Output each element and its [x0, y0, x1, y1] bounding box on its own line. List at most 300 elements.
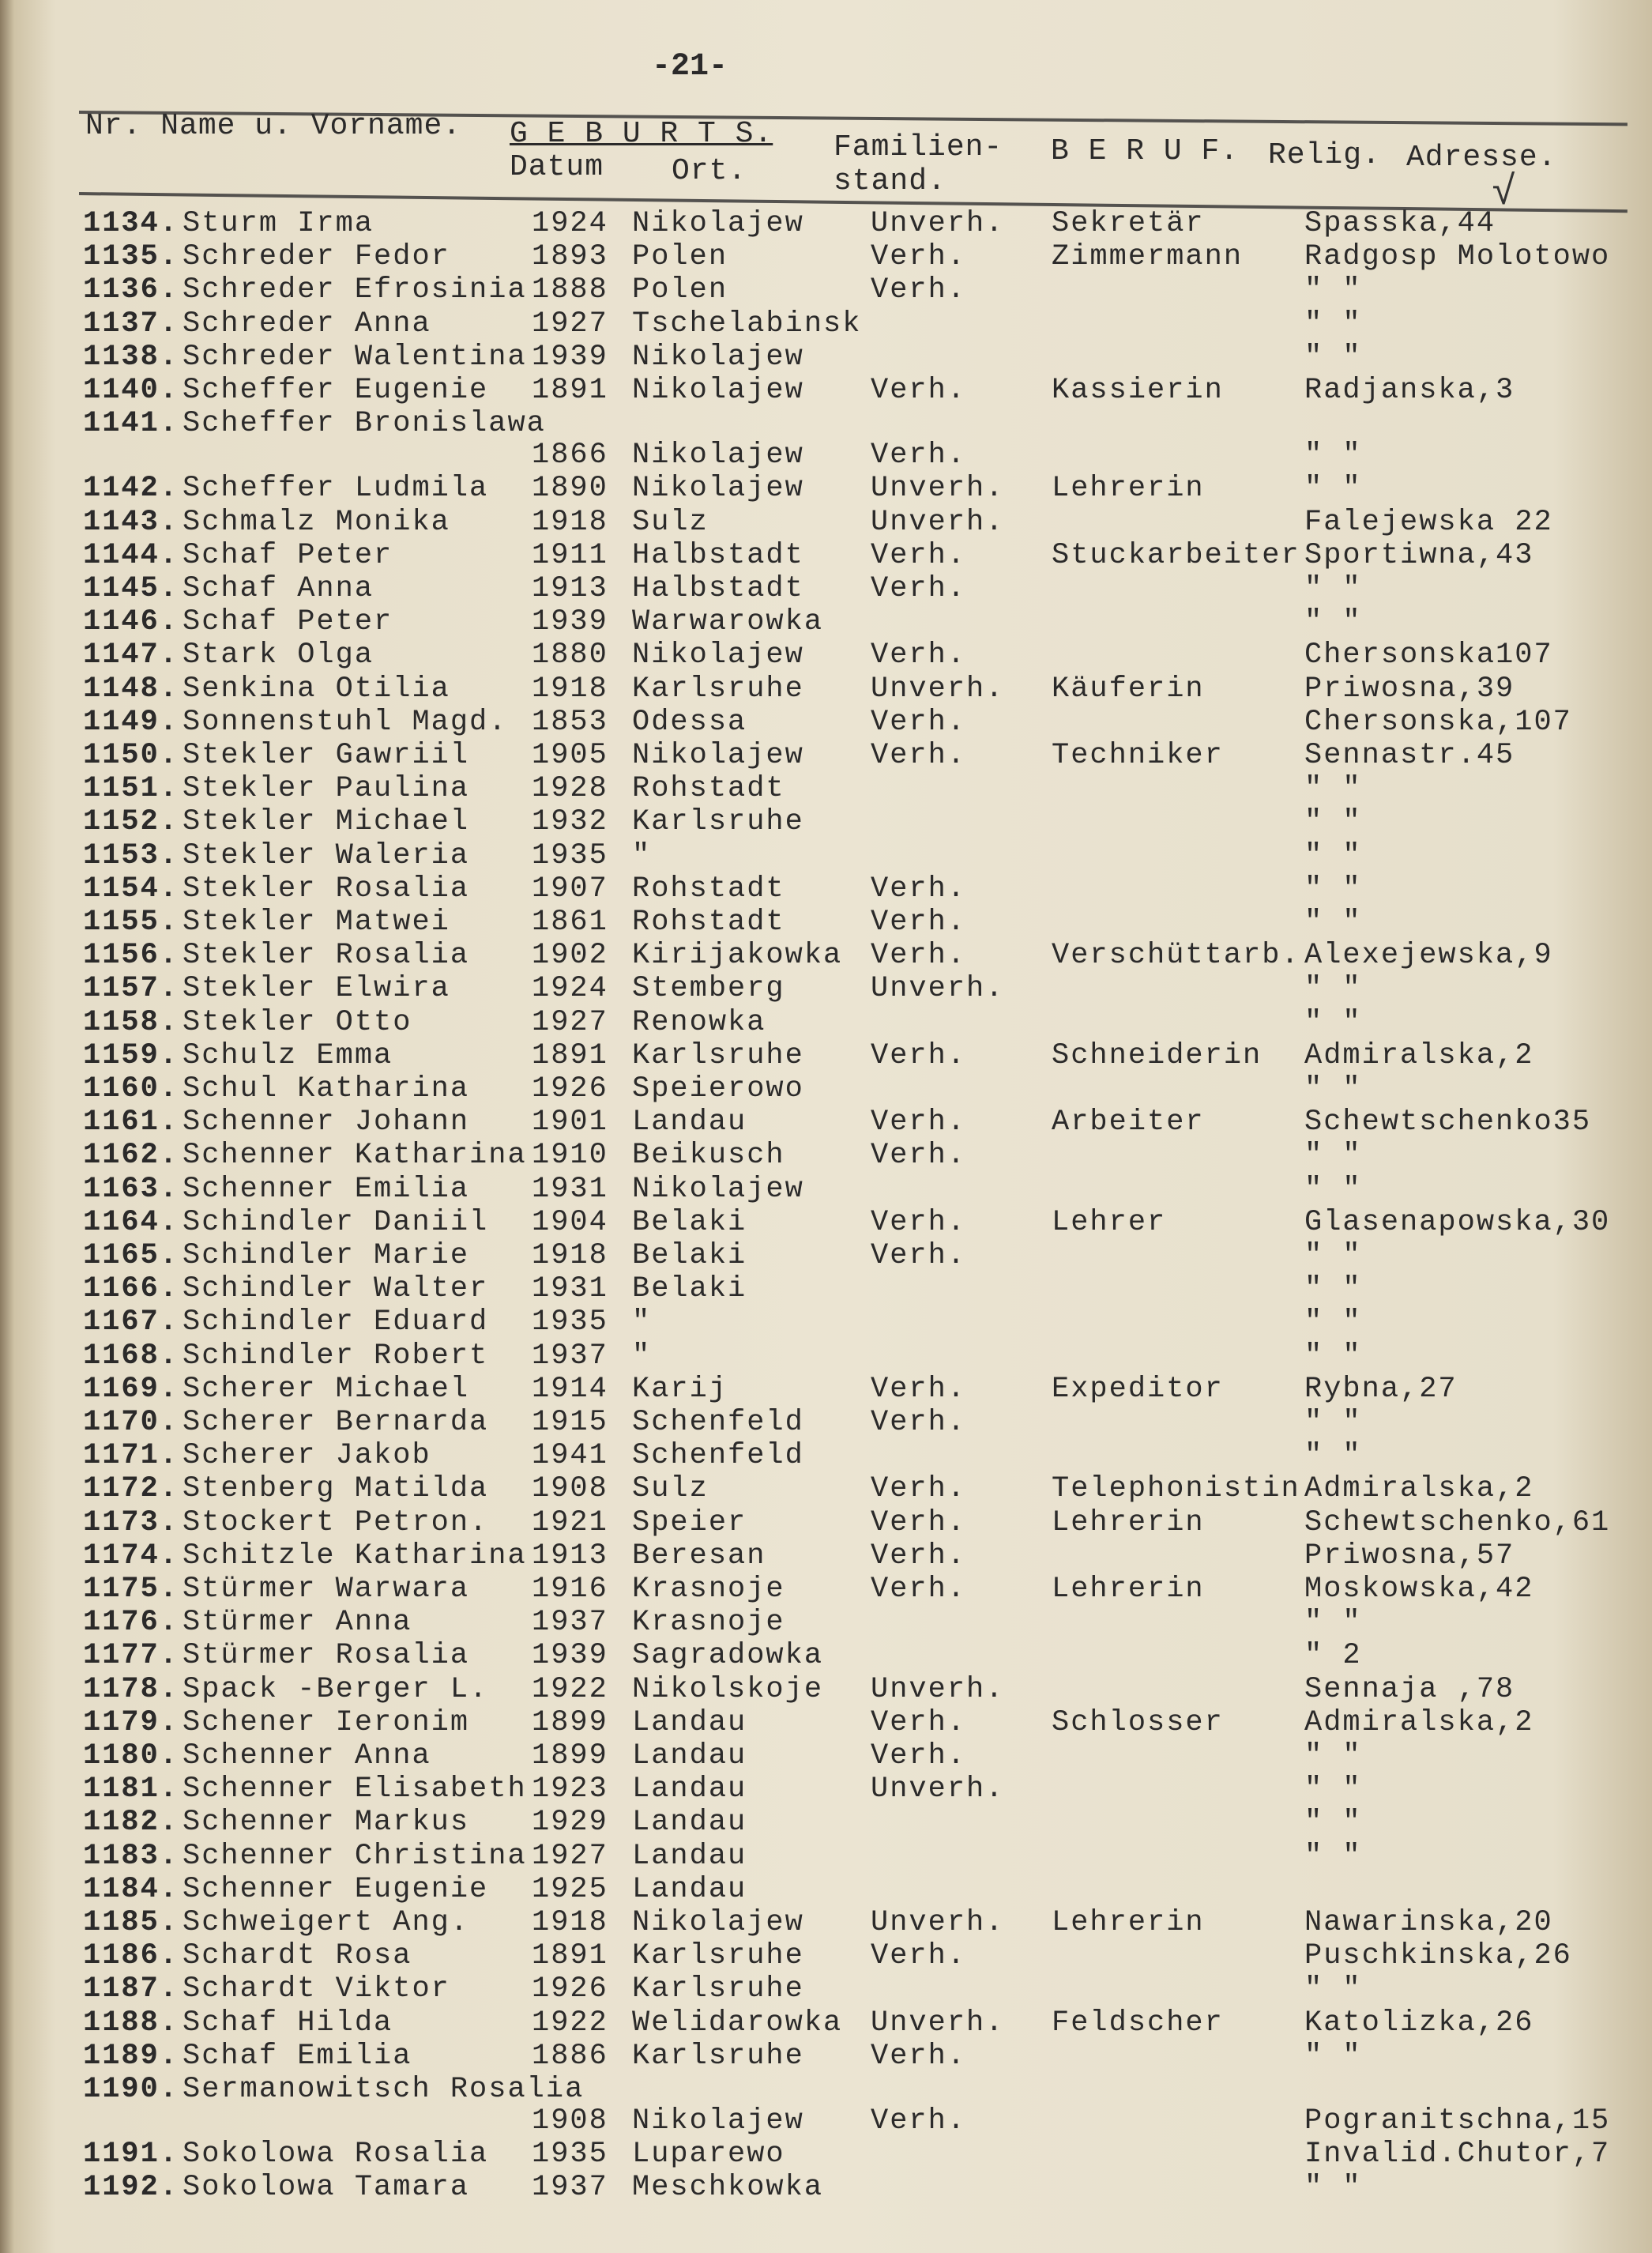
- entry-name: Sermanowitsch Rosalia: [183, 2073, 585, 2106]
- address: " ": [1304, 273, 1362, 307]
- birth-place: Landau: [632, 1872, 747, 1906]
- marital-status: Verh.: [871, 1139, 967, 1173]
- entry-name: Schmalz Monika: [183, 505, 450, 539]
- occupation: Lehrerin: [1052, 1573, 1205, 1606]
- marital-status: Unverh.: [871, 1672, 1005, 1706]
- marital-status: Verh.: [871, 872, 967, 906]
- entry-name: Schindler Walter: [183, 1272, 489, 1306]
- marital-status: Verh.: [871, 2104, 967, 2138]
- entry-name: Schul Katharina: [183, 1072, 470, 1106]
- table-row: [0, 1339, 1652, 1373]
- marital-status: Verh.: [871, 538, 967, 572]
- address: Chersonska107: [1304, 639, 1553, 673]
- address: Priwosna,39: [1304, 672, 1515, 706]
- birth-place: Schenfeld: [632, 1406, 804, 1439]
- occupation: Lehrerin: [1052, 1505, 1205, 1539]
- table-row: [0, 1472, 1652, 1506]
- birth-date: 1905: [532, 739, 608, 772]
- birth-date: 1902: [532, 939, 608, 973]
- marital-status: Verh.: [871, 1472, 967, 1506]
- marital-status: Verh.: [871, 374, 967, 407]
- entry-name: Stekler Rosalia: [183, 872, 470, 906]
- entry-number: 1158.: [83, 1005, 179, 1039]
- address: Alexejewska,9: [1304, 939, 1553, 973]
- entry-name: Schenner Eugenie: [183, 1872, 489, 1906]
- entry-number: 1170.: [83, 1406, 179, 1439]
- entry-name: Scheffer Ludmila: [183, 472, 489, 506]
- entry-number: 1154.: [83, 872, 179, 906]
- entry-number: 1149.: [83, 705, 179, 739]
- entry-number: 1178.: [83, 1672, 179, 1706]
- entry-number: 1183.: [83, 1839, 179, 1873]
- entry-name: Schener Ieronim: [183, 1705, 470, 1739]
- table-row: [0, 1406, 1652, 1440]
- marital-status: Verh.: [871, 1406, 967, 1439]
- birth-place: Renowka: [632, 1005, 766, 1039]
- address: " ": [1304, 2171, 1362, 2205]
- entry-number: 1142.: [83, 472, 179, 506]
- table-row: [0, 1439, 1652, 1473]
- marital-status: Verh.: [871, 1705, 967, 1739]
- birth-place: Odessa: [632, 705, 747, 739]
- entry-name: Schenner Markus: [183, 1806, 470, 1840]
- address: " ": [1304, 906, 1362, 939]
- birth-date: 1937: [532, 1339, 608, 1373]
- birth-place: Halbstadt: [632, 572, 804, 605]
- birth-date: 1901: [532, 1106, 608, 1140]
- address: " ": [1304, 972, 1362, 1006]
- address: Moskowska,42: [1304, 1573, 1534, 1606]
- entry-number: 1155.: [83, 906, 179, 939]
- entry-number: 1182.: [83, 1806, 179, 1840]
- table-row: [0, 2040, 1652, 2074]
- entry-name: Stekler Rosalia: [183, 939, 470, 973]
- entry-name: Schenner Johann: [183, 1106, 470, 1140]
- birth-date: 1915: [532, 1406, 608, 1439]
- birth-date: 1866: [532, 439, 608, 473]
- birth-date: 1926: [532, 1072, 608, 1106]
- entry-name: Schaf Hilda: [183, 2006, 393, 2040]
- birth-place: Nikolajew: [632, 439, 804, 473]
- birth-place: Nikolajew: [632, 340, 804, 374]
- entry-number: 1134.: [83, 207, 179, 240]
- header-relig: Relig.: [1268, 138, 1381, 172]
- occupation: Schneiderin: [1052, 1038, 1263, 1072]
- birth-place: Nikolajew: [632, 739, 804, 772]
- occupation: Zimmermann: [1052, 240, 1244, 274]
- entry-name: Stürmer Warwara: [183, 1573, 470, 1606]
- entry-name: Stekler Otto: [183, 1005, 412, 1039]
- entry-name: Schenner Anna: [183, 1739, 431, 1773]
- birth-date: 1926: [532, 1972, 608, 2006]
- birth-date: 1922: [532, 2006, 608, 2040]
- marital-status: Unverh.: [871, 2006, 1005, 2040]
- entry-number: 1173.: [83, 1505, 179, 1539]
- entry-name: Schreder Walentina: [183, 340, 527, 374]
- marital-status: Verh.: [871, 439, 967, 473]
- birth-date: 1908: [532, 1472, 608, 1506]
- occupation: Lehrerin: [1052, 1906, 1205, 1939]
- table-row: [0, 1739, 1652, 1773]
- table-row: [0, 972, 1652, 1006]
- entry-name: Stekler Matwei: [183, 906, 450, 939]
- table-row: [0, 2073, 1652, 2138]
- entry-number: 1164.: [83, 1205, 179, 1239]
- page-number: -21-: [652, 49, 728, 85]
- entry-number: 1150.: [83, 739, 179, 772]
- header-beruf: B E R U F.: [1051, 134, 1240, 168]
- entry-number: 1176.: [83, 1606, 179, 1640]
- birth-date: 1913: [532, 572, 608, 605]
- table-row: [0, 706, 1652, 740]
- marital-status: Unverh.: [871, 972, 1005, 1006]
- entry-number: 1181.: [83, 1773, 179, 1807]
- entry-number: 1177.: [83, 1639, 179, 1673]
- entry-name: Scherer Michael: [183, 1372, 470, 1406]
- address: Admiralska,2: [1304, 1705, 1534, 1739]
- address: " ": [1304, 605, 1362, 639]
- header-adresse: Adresse.: [1406, 141, 1557, 175]
- entry-number: 1179.: [83, 1705, 179, 1739]
- entry-name: Stürmer Rosalia: [183, 1639, 470, 1673]
- birth-date: 1921: [532, 1505, 608, 1539]
- table-row: [0, 805, 1652, 839]
- birth-place: Nikolajew: [632, 207, 804, 240]
- birth-place: Nikolajew: [632, 1172, 804, 1206]
- address: " ": [1304, 1005, 1362, 1039]
- entry-number: 1171.: [83, 1439, 179, 1473]
- marital-status: Verh.: [871, 1539, 967, 1573]
- address: " ": [1304, 1339, 1362, 1373]
- birth-date: 1939: [532, 340, 608, 374]
- occupation: Techniker: [1052, 739, 1224, 772]
- birth-place: Krasnoje: [632, 1573, 785, 1606]
- table-row: [0, 1373, 1652, 1407]
- entry-name: Stockert Petron.: [183, 1505, 489, 1539]
- table-row: [0, 1706, 1652, 1740]
- birth-place: Meschkowka: [632, 2171, 824, 2205]
- birth-place: Karlsruhe: [632, 2039, 804, 2073]
- entry-name: Schaf Peter: [183, 605, 393, 639]
- entry-number: 1162.: [83, 1139, 179, 1173]
- table-row: [0, 1972, 1652, 2006]
- marital-status: Verh.: [871, 240, 967, 274]
- birth-place: Belaki: [632, 1272, 747, 1306]
- birth-date: 1923: [532, 1773, 608, 1807]
- birth-place: Karlsruhe: [632, 1939, 804, 1973]
- birth-date: 1929: [532, 1806, 608, 1840]
- table-row: [0, 2171, 1652, 2205]
- address: " ": [1304, 307, 1362, 341]
- birth-place: Sulz: [632, 1472, 709, 1506]
- birth-place: Speierowo: [632, 1072, 804, 1106]
- entry-name: Sturm Irma: [183, 207, 374, 240]
- table-row: [0, 207, 1652, 241]
- address: Sennastr.45: [1304, 739, 1515, 772]
- birth-date: 1899: [532, 1705, 608, 1739]
- birth-date: 1939: [532, 1639, 608, 1673]
- entry-number: 1157.: [83, 972, 179, 1006]
- birth-date: 1918: [532, 1906, 608, 1939]
- entry-number: 1141.: [83, 407, 179, 441]
- table-row: [0, 1272, 1652, 1306]
- entry-name: Schenner Christina: [183, 1839, 527, 1873]
- birth-place: Nikolskoje: [632, 1672, 824, 1706]
- birth-place: Landau: [632, 1106, 747, 1140]
- birth-place: ": [632, 838, 652, 872]
- birth-date: 1927: [532, 1839, 608, 1873]
- birth-place: Landau: [632, 1705, 747, 1739]
- birth-date: 1937: [532, 1606, 608, 1640]
- marital-status: Verh.: [871, 572, 967, 605]
- marital-status: Verh.: [871, 1239, 967, 1272]
- entry-name: Schindler Daniil: [183, 1205, 489, 1239]
- marital-status: Verh.: [871, 1205, 967, 1239]
- birth-place: Sulz: [632, 505, 709, 539]
- table-row: [0, 1573, 1652, 1607]
- birth-date: 1888: [532, 273, 608, 307]
- address: Chersonska,107: [1304, 705, 1572, 739]
- address: " ": [1304, 1239, 1362, 1272]
- entry-name: Stekler Gawriil: [183, 739, 470, 772]
- table-row: [0, 673, 1652, 706]
- marital-status: Verh.: [871, 906, 967, 939]
- entry-number: 1169.: [83, 1372, 179, 1406]
- birth-place: Warwarowka: [632, 605, 824, 639]
- table-row: [0, 1873, 1652, 1907]
- table-row: [0, 374, 1652, 408]
- entry-name: Schindler Marie: [183, 1239, 470, 1272]
- entry-name: Sokolowa Tamara: [183, 2171, 470, 2205]
- birth-date: 1890: [532, 472, 608, 506]
- occupation: Expeditor: [1052, 1372, 1224, 1406]
- birth-place: Stemberg: [632, 972, 785, 1006]
- table-row: [0, 1673, 1652, 1707]
- entry-number: 1192.: [83, 2171, 179, 2205]
- birth-place: Nikolajew: [632, 374, 804, 407]
- table-row: [0, 572, 1652, 606]
- table-row: [0, 839, 1652, 873]
- address: " ": [1304, 1739, 1362, 1773]
- entry-name: Spack -Berger L.: [183, 1672, 489, 1706]
- birth-date: 1910: [532, 1139, 608, 1173]
- birth-place: ": [632, 1305, 652, 1339]
- occupation: Käuferin: [1052, 672, 1205, 706]
- birth-place: Sagradowka: [632, 1639, 824, 1673]
- birth-place: Nikolajew: [632, 472, 804, 506]
- birth-place: Karlsruhe: [632, 805, 804, 839]
- table-row: [0, 739, 1652, 773]
- address: Falejewska 22: [1304, 505, 1553, 539]
- entry-number: 1147.: [83, 639, 179, 673]
- entry-name: Senkina Otilia: [183, 672, 450, 706]
- occupation: Lehrer: [1052, 1205, 1167, 1239]
- birth-place: Landau: [632, 1839, 747, 1873]
- birth-date: 1908: [532, 2104, 608, 2138]
- address: " ": [1304, 472, 1362, 506]
- address: Sennaja ,78: [1304, 1672, 1515, 1706]
- entry-name: Schenner Emilia: [183, 1172, 470, 1206]
- entry-number: 1137.: [83, 307, 179, 341]
- address: Admiralska,2: [1304, 1472, 1534, 1506]
- address: Schewtschenko,61: [1304, 1505, 1611, 1539]
- address: " ": [1304, 772, 1362, 806]
- marital-status: Verh.: [871, 939, 967, 973]
- address: Radgosp Molotowo: [1304, 240, 1611, 274]
- birth-date: 1891: [532, 1939, 608, 1973]
- occupation: Lehrerin: [1052, 472, 1205, 506]
- birth-date: 1928: [532, 772, 608, 806]
- birth-date: 1918: [532, 1239, 608, 1272]
- birth-date: 1924: [532, 972, 608, 1006]
- table-row: [0, 639, 1652, 673]
- address: Priwosna,57: [1304, 1539, 1515, 1573]
- birth-date: 1932: [532, 805, 608, 839]
- address: " ": [1304, 2039, 1362, 2073]
- table-row: [0, 872, 1652, 906]
- birth-place: Rohstadt: [632, 906, 785, 939]
- entry-name: Schitzle Katharina: [183, 1539, 527, 1573]
- birth-date: 1904: [532, 1205, 608, 1239]
- table-row: [0, 1639, 1652, 1673]
- birth-date: 1927: [532, 1005, 608, 1039]
- entry-number: 1168.: [83, 1339, 179, 1373]
- entry-number: 1180.: [83, 1739, 179, 1773]
- marital-status: Unverh.: [871, 472, 1005, 506]
- table-row: [0, 1072, 1652, 1106]
- entry-number: 1151.: [83, 772, 179, 806]
- address: " ": [1304, 1806, 1362, 1840]
- entry-name: Schreder Anna: [183, 307, 431, 341]
- marital-status: Unverh.: [871, 1906, 1005, 1939]
- marital-status: Verh.: [871, 1372, 967, 1406]
- birth-place: Polen: [632, 273, 728, 307]
- header-nr-name: Nr. Name u. Vorname.: [85, 109, 462, 143]
- birth-place: Nikolajew: [632, 1906, 804, 1939]
- entry-number: 1156.: [83, 939, 179, 973]
- table-row: [0, 605, 1652, 639]
- address: " ": [1304, 805, 1362, 839]
- table-row: [0, 1773, 1652, 1807]
- entry-name: Scherer Bernarda: [183, 1406, 489, 1439]
- marital-status: Verh.: [871, 1939, 967, 1973]
- occupation: Arbeiter: [1052, 1106, 1205, 1140]
- entry-number: 1167.: [83, 1305, 179, 1339]
- birth-place: Kirijakowka: [632, 939, 843, 973]
- entry-name: Schenner Elisabeth: [183, 1773, 527, 1807]
- entry-number: 1161.: [83, 1106, 179, 1140]
- birth-date: 1918: [532, 505, 608, 539]
- entry-name: Schindler Eduard: [183, 1305, 489, 1339]
- birth-place: ": [632, 1339, 652, 1373]
- entry-name: Schaf Peter: [183, 538, 393, 572]
- entry-name: Sonnenstuhl Magd.: [183, 705, 508, 739]
- address: Rybna,27: [1304, 1372, 1458, 1406]
- birth-place: Karlsruhe: [632, 672, 804, 706]
- entry-number: 1175.: [83, 1573, 179, 1606]
- marital-status: Verh.: [871, 1106, 967, 1140]
- marital-status: Verh.: [871, 639, 967, 673]
- table-row: [0, 1039, 1652, 1073]
- entry-number: 1172.: [83, 1472, 179, 1506]
- address: Invalid.Chutor,7: [1304, 2138, 1611, 2172]
- entry-number: 1140.: [83, 374, 179, 407]
- entry-name: Schaf Anna: [183, 572, 374, 605]
- birth-date: 1916: [532, 1573, 608, 1606]
- birth-date: 1939: [532, 605, 608, 639]
- address: Puschkinska,26: [1304, 1939, 1572, 1973]
- entry-number: 1152.: [83, 805, 179, 839]
- table-row: [0, 1539, 1652, 1573]
- address: Katolizka,26: [1304, 2006, 1534, 2040]
- birth-place: Krasnoje: [632, 1606, 785, 1640]
- address: Admiralska,2: [1304, 1038, 1534, 1072]
- birth-date: 1880: [532, 639, 608, 673]
- birth-place: Karij: [632, 1372, 728, 1406]
- entry-number: 1186.: [83, 1939, 179, 1973]
- birth-date: 1914: [532, 1372, 608, 1406]
- birth-place: Nikolajew: [632, 639, 804, 673]
- table-row: [0, 1106, 1652, 1140]
- table-row: [0, 506, 1652, 540]
- entry-number: 1190.: [83, 2073, 179, 2106]
- entry-name: Sokolowa Rosalia: [183, 2138, 489, 2172]
- birth-place: Belaki: [632, 1239, 747, 1272]
- birth-date: 1927: [532, 307, 608, 341]
- table-row: [0, 1206, 1652, 1240]
- entry-name: Schardt Rosa: [183, 1939, 412, 1973]
- entry-number: 1144.: [83, 538, 179, 572]
- entry-number: 1148.: [83, 672, 179, 706]
- marital-status: Verh.: [871, 705, 967, 739]
- birth-date: 1935: [532, 2138, 608, 2172]
- entry-number: 1166.: [83, 1272, 179, 1306]
- entry-number: 1184.: [83, 1872, 179, 1906]
- entry-number: 1189.: [83, 2039, 179, 2073]
- address: " ": [1304, 1272, 1362, 1306]
- address: " ": [1304, 1773, 1362, 1807]
- header-familienstand-2: stand.: [834, 164, 946, 198]
- table-row: [0, 341, 1652, 375]
- birth-date: 1924: [532, 207, 608, 240]
- address: " ": [1304, 872, 1362, 906]
- address: Glasenapowska,30: [1304, 1205, 1611, 1239]
- address: " ": [1304, 1606, 1362, 1640]
- birth-date: 1935: [532, 838, 608, 872]
- birth-date: 1937: [532, 2171, 608, 2205]
- table-row: [0, 1139, 1652, 1173]
- entry-number: 1174.: [83, 1539, 179, 1573]
- address: Radjanska,3: [1304, 374, 1515, 407]
- address: " ": [1304, 838, 1362, 872]
- entry-number: 1153.: [83, 838, 179, 872]
- table-row: [0, 539, 1652, 573]
- occupation: Verschüttarb.: [1052, 939, 1300, 973]
- birth-place: Luparewo: [632, 2138, 785, 2172]
- entry-number: 1135.: [83, 240, 179, 274]
- entry-number: 1145.: [83, 572, 179, 605]
- entry-name: Schweigert Ang.: [183, 1906, 470, 1939]
- occupation: Telephonistin: [1052, 1472, 1300, 1506]
- address: " ": [1304, 1439, 1362, 1473]
- birth-place: Schenfeld: [632, 1439, 804, 1473]
- marital-status: Verh.: [871, 1505, 967, 1539]
- address: Schewtschenko35: [1304, 1106, 1592, 1140]
- marital-status: Verh.: [871, 273, 967, 307]
- table-row: [0, 906, 1652, 940]
- address: " ": [1304, 1406, 1362, 1439]
- birth-place: Speier: [632, 1505, 747, 1539]
